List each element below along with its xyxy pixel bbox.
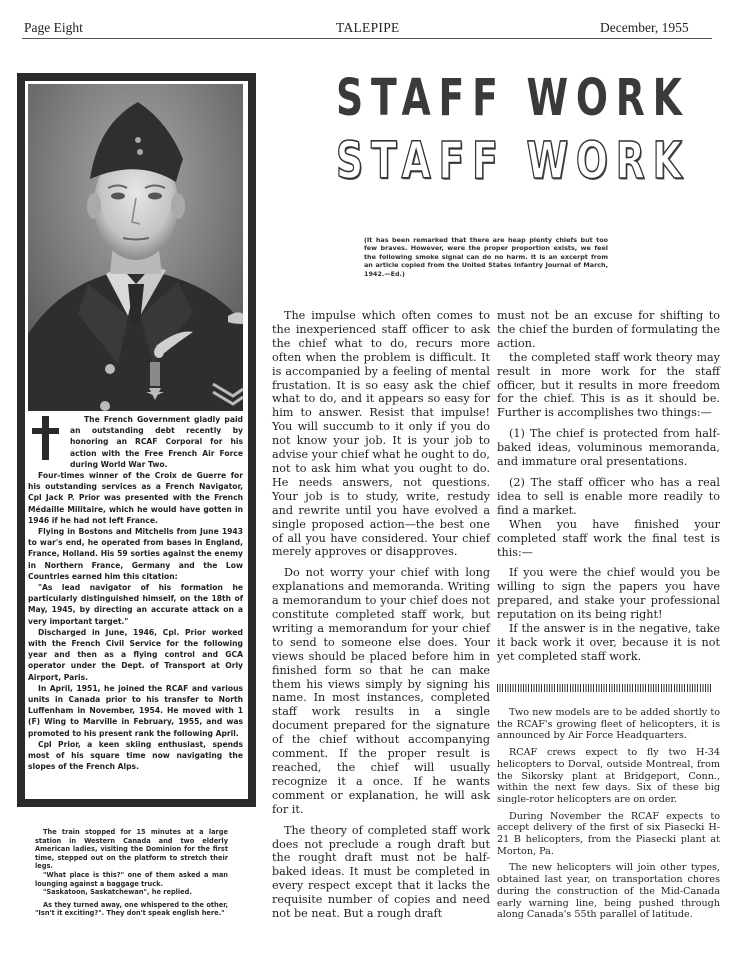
article-paragraph: must not be an excuse for shifting to the chief the burden of formulating the action. bbox=[497, 309, 720, 350]
article-title: STAFF WORK bbox=[336, 69, 690, 128]
portrait-illustration bbox=[28, 84, 243, 411]
bio-paragraph: Flying in Bostons and Mitchells from June 1943 to war's end, he operated from bases in England, France, Holland. His 59 sorties against the enemy in Northern France, Germany and the Low Countries earned him this citation: bbox=[28, 527, 243, 581]
bio-paragraph: Discharged in June, 1946, Cpl. Prior worked with the French Civil Service for the following year and then as a flying control and GCA operator under the Dept. of Transport at Orly Airport, Paris. bbox=[28, 627, 243, 682]
news-paragraph: Two new models are to be added shortly to the RCAF's growing fleet of helicopters, it is announced by Air Force Headquarters. bbox=[497, 707, 720, 742]
article-column-right bbox=[497, 309, 720, 664]
article-paragraph: When you have finished your completed staff work the final test is this:— bbox=[497, 517, 720, 559]
article-paragraph: If the answer is in the negative, take it back work it over, because it is not yet completed staff work. bbox=[497, 622, 720, 663]
article-title-outline: STAFF WORK bbox=[336, 132, 690, 191]
article-column-middle bbox=[272, 309, 490, 921]
cross-icon bbox=[28, 416, 64, 468]
portrait-photo bbox=[28, 84, 243, 411]
issue-date: December, 1955 bbox=[600, 20, 689, 35]
page-number: Page Eight bbox=[24, 20, 83, 35]
bio-paragraph: The French Government gladly paid an outstanding debt recently by honoring an RCAF Corporal for his action with the Free French Air Force during World War Two. bbox=[70, 415, 243, 469]
helicopter-news bbox=[497, 707, 720, 921]
section-divider bbox=[497, 684, 711, 692]
bio-paragraph: Cpl Prior, a keen skiing enthusiast, spends most of his square time now navigating the slopes of the French Alps. bbox=[28, 739, 243, 772]
bio-box-inner bbox=[25, 81, 248, 799]
article-paragraph: If you were the chief would you be willing to sign the papers you have prepared, and stake your professional reputation on its being right! bbox=[497, 566, 720, 622]
train-anecdote bbox=[35, 828, 228, 918]
article-paragraph: Do not worry your chief with long explanations and memoranda. Writing a memorandum to your chief does not constitute completed staff work, but writing a memorandum for your chief to send to someone else does. Your views should be placed before him in finished form so that he can make them his views simply by signing his name. In most instances, completed staff work results in a single document prepared for the signature of the chief without accompanying comment. If the proper result is reached, the chief will usually recognize it a once. If he wants comment or explanation, he will ask for it. bbox=[272, 566, 490, 816]
anecdote-paragraph: The train stopped for 15 minutes at a large station in Western Canada and two elderly American ladies, visiting the Dominion for the first time, stepped out on the platform to stretch their legs. bbox=[35, 828, 228, 871]
publication-name: TALEPIPE bbox=[336, 20, 400, 35]
article-list-item: (1) The chief is protected from half-baked ideas, voluminous memoranda, and immature oral presentations. bbox=[497, 427, 720, 469]
article-paragraph: the completed staff work theory may result in more work for the staff officer, but it results in more freedom for the chief. This is as it should be. Further is accomplishes two things:— bbox=[497, 350, 720, 420]
bio-box bbox=[17, 73, 256, 807]
header-rule bbox=[22, 38, 712, 39]
news-paragraph: RCAF crews expect to fly two H-34 helicopters to Dorval, outside Montreal, from the Sikorsky plant at Bridgeport, Conn., within the next few days. Six of these big single-rotor helicopters are on order. bbox=[497, 747, 720, 805]
article-paragraph: The impulse which often comes to the inexperienced staff officer to ask the chief what to do, recurs more often when the problem is difficult. It is accompanied by a feeling of mental frustation. It is so easy ask the chief what to do, and it appears so easy for him to answer. Resist that impulse! You will succumb to it only if you do not know your job. It is your job to advise your chief what he ought to do, not to ask him what you ought to do. He needs answers, not questions. Your job is to study, write, restudy and rewrite until you have evolved a single proposed action—the best one of all you have considered. Your chief merely approves or disapproves. bbox=[272, 309, 490, 559]
anecdote-paragraph: As they turned away, one whispered to the other, "Isn't it exciting?". They don't speak english here." bbox=[35, 900, 228, 918]
bio-article bbox=[28, 414, 243, 773]
article-paragraph: The theory of completed staff work does not preclude a rough draft but the rought draft must not be half-baked ideas. It must be completed in every respect except that it lacks the requisite number of copies and need not be neat. But a rough draft bbox=[272, 823, 490, 921]
editor-note: (It has been remarked that there are heap plenty chiefs but too few braves. However, were the proper proportion exists, we feel the following smoke signal can do no harm. It is an excerpt from an article copied from the United States Infantry Journal of March, 1942.—Ed.) bbox=[364, 236, 608, 278]
bio-citation: "As lead navigator of his formation he particularly distinguished himself, on the 18th of May, 1945, by directing an accurate attack on a very important target." bbox=[28, 583, 243, 626]
anecdote-paragraph: "What place is this?" one of them asked a man lounging against a baggage truck. bbox=[35, 870, 228, 888]
news-paragraph: The new helicopters will join other types, obtained last year, on transportation chores during the construction of the Mid-Canada early warning line, being pushed through along Canada's 55th parallel of latitude. bbox=[497, 862, 720, 921]
anecdote-paragraph: "Saskatoon, Saskatchewan", he replied. bbox=[43, 888, 192, 897]
article-list-item: (2) The staff officer who has a real idea to sell is enable more readily to find a market. bbox=[497, 475, 720, 517]
bio-paragraph: Four-times winner of the Croix de Guerre for his outstanding services as a French Navigator, Cpl Jack P. Prior was presented with the French Médaille Militaire, which he would have gotten in 1946 if he had not left France. bbox=[28, 471, 243, 525]
bio-paragraph: In April, 1951, he joined the RCAF and various units in Canada prior to his transfer to North Luffenham in November, 1954. He moved with 1 (F) Wing to Marville in February, 1955, and was promoted to his present rank the following April. bbox=[28, 683, 243, 738]
news-paragraph: During November the RCAF expects to accept delivery of the first of six Piasecki H-21 B helicopters, from the Piasecki plant at Morton, Pa. bbox=[497, 810, 720, 857]
